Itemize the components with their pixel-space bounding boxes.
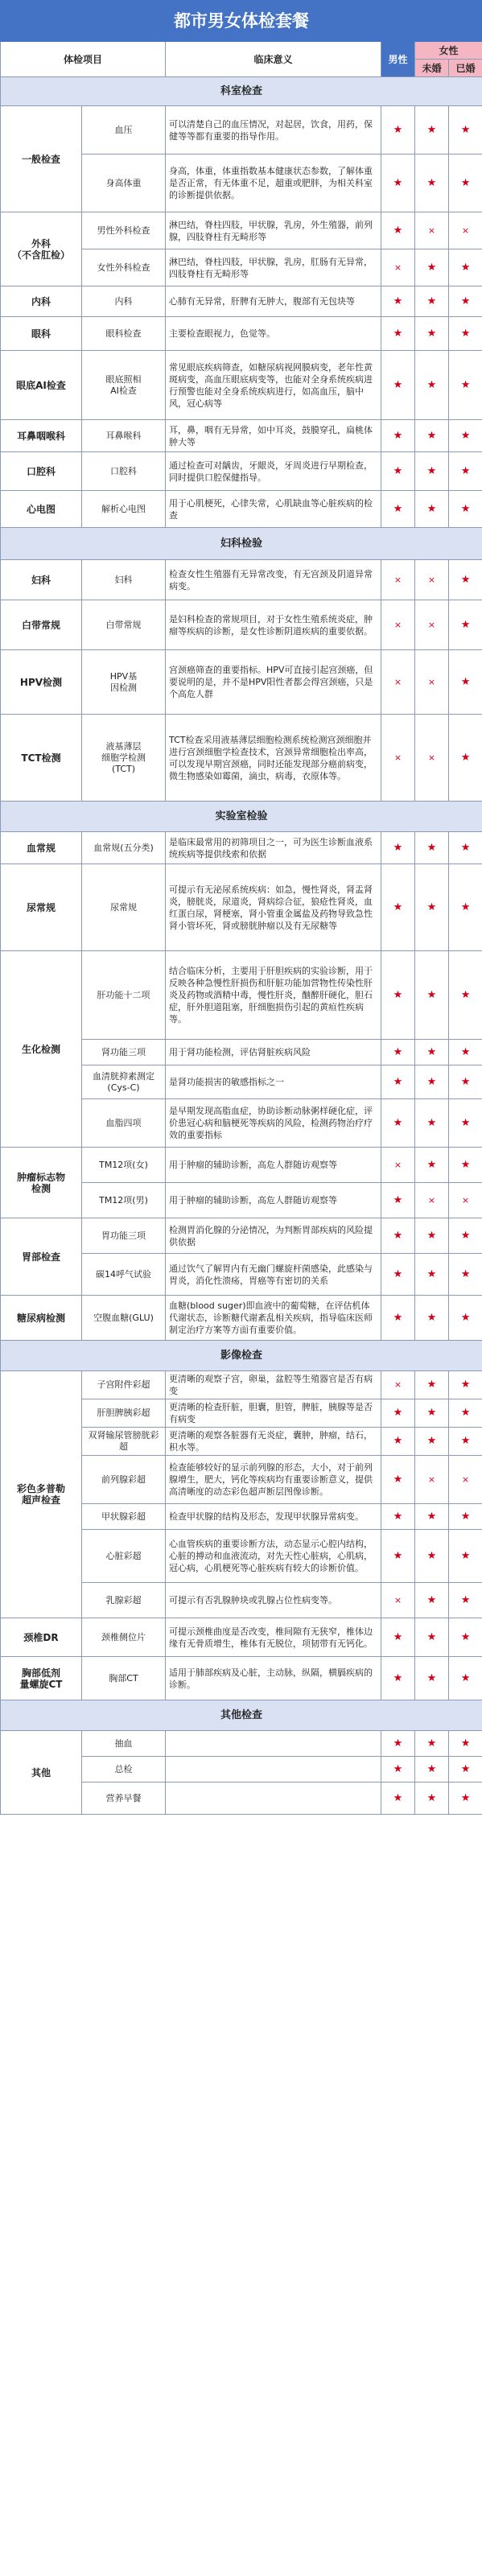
married-mark: ★ — [449, 1757, 482, 1783]
male-mark: ★ — [381, 491, 415, 528]
category-cell: 眼科 — [1, 317, 82, 351]
meaning-cell: 检测胃消化腺的分泌情况，为判断胃部疾病的风险提供依据 — [166, 1218, 381, 1254]
category-cell: 血常规 — [1, 832, 82, 864]
male-mark: ★ — [381, 1428, 415, 1456]
item-cell: 胸部CT — [82, 1657, 166, 1700]
unmarried-mark: ★ — [415, 1618, 449, 1657]
married-mark: ★ — [449, 1657, 482, 1700]
item-cell: 女性外科检查 — [82, 249, 166, 286]
section-row — [1, 802, 482, 832]
male-mark: ★ — [381, 1657, 415, 1700]
unmarried-mark: × — [415, 560, 449, 600]
meaning-cell: 可以清楚自己的血压情况，对起居，饮食，用药，保健等等都有重要的指导作用。 — [166, 106, 381, 155]
item-cell: 营养早餐 — [82, 1783, 166, 1815]
header-male: 男性 — [381, 42, 415, 77]
category-cell: 白带常规 — [1, 600, 82, 650]
meaning-cell: 可提示有无泌尿系统疾病：如急，慢性肾炎，肾盂肾炎，膀胱炎，尿道炎，肾病综合征，狼疮性肾炎，血红蛋白尿，肾梗塞，肾小管重金属盐及药物导致急性肾小管坏死，肾或膀胱肿瘤以及有无尿糖等 — [166, 864, 381, 951]
section-title: 其他检查 — [1, 1700, 482, 1731]
header-married: 已婚 — [449, 60, 482, 77]
male-mark: × — [381, 650, 415, 715]
unmarried-mark: ★ — [415, 1254, 449, 1296]
meaning-cell — [166, 1731, 381, 1757]
category-cell: 尿常规 — [1, 864, 82, 951]
category-cell: 糖尿病检测 — [1, 1296, 82, 1341]
category-cell: HPV检测 — [1, 650, 82, 715]
item-cell: 尿常规 — [82, 864, 166, 951]
married-mark: × — [449, 1456, 482, 1504]
married-mark: ★ — [449, 1218, 482, 1254]
category-cell: 胃部检查 — [1, 1218, 82, 1296]
table-row — [1, 106, 482, 155]
male-mark: ★ — [381, 1399, 415, 1428]
male-mark: ★ — [381, 317, 415, 351]
married-mark: × — [449, 212, 482, 249]
meaning-cell: 用于肿瘤的辅助诊断，高危人群随访观察等 — [166, 1148, 381, 1183]
meaning-cell: 常见眼底疾病筛查，如糖尿病视网膜病变，老年性黄斑病变，高血压眼底病变等，也能对全身系统疾病进行预警也能对全身系统疾病进行，如高血压，脑中风，冠心病等 — [166, 351, 381, 420]
male-mark: ★ — [381, 864, 415, 951]
meaning-cell: 用于心肌梗死，心律失常，心肌缺血等心脏疾病的检查 — [166, 491, 381, 528]
item-cell: 口腔科 — [82, 452, 166, 491]
category-cell: 外科 （不含肛检） — [1, 212, 82, 286]
meaning-cell — [166, 1783, 381, 1815]
unmarried-mark: ★ — [415, 1583, 449, 1618]
married-mark: ★ — [449, 1065, 482, 1099]
male-mark: ★ — [381, 1757, 415, 1783]
married-mark: ★ — [449, 1618, 482, 1657]
category-cell: 胸部低剂 量螺旋CT — [1, 1657, 82, 1700]
male-mark: × — [381, 715, 415, 802]
married-mark: ★ — [449, 452, 482, 491]
meaning-cell — [166, 1757, 381, 1783]
unmarried-mark: ★ — [415, 249, 449, 286]
married-mark: ★ — [449, 650, 482, 715]
married-mark: ★ — [449, 951, 482, 1040]
unmarried-mark: ★ — [415, 1065, 449, 1099]
male-mark: ★ — [381, 286, 415, 317]
page-title: 都市男女体检套餐 — [1, 1, 482, 42]
unmarried-mark: × — [415, 1456, 449, 1504]
meaning-cell: 心血管疾病的重要诊断方法，动态显示心腔内结构，心脏的搏动和血液流动，对先天性心脏病，心肌病，冠心病，心肌梗死等心脏疾病有较大的诊断价值。 — [166, 1530, 381, 1583]
male-mark: × — [381, 600, 415, 650]
item-cell: TM12项(男) — [82, 1183, 166, 1218]
table-row — [1, 1731, 482, 1757]
meaning-cell: 是早期发现高脂血症，协助诊断动脉粥样硬化症，评价患冠心病和脑梗死等疾病的风险，检测药物治疗疗效的重要指标 — [166, 1099, 381, 1148]
item-cell: 子宫附件彩超 — [82, 1371, 166, 1399]
title-row — [1, 1, 482, 42]
unmarried-mark: × — [415, 1183, 449, 1218]
married-mark: ★ — [449, 715, 482, 802]
male-mark: ★ — [381, 1099, 415, 1148]
meaning-cell: 是肾功能损害的敏感指标之一 — [166, 1065, 381, 1099]
table-row — [1, 351, 482, 420]
item-cell: 男性外科检查 — [82, 212, 166, 249]
table-row — [1, 1296, 482, 1341]
item-cell: 耳鼻喉科 — [82, 420, 166, 452]
item-cell: 内科 — [82, 286, 166, 317]
section-title: 影像检查 — [1, 1341, 482, 1371]
male-mark: ★ — [381, 351, 415, 420]
section-title: 科室检查 — [1, 77, 482, 106]
meaning-cell: 结合临床分析，主要用于肝胆疾病的实验诊断，用于反映各种急慢性肝损伤和肝脏功能加营物性传染性肝炎及药物或酒精中毒，慢性肝炎，酗醉肝硬化，胆石症，肝外胆道阻塞，肝细胞损伤引起的黄疸性疾病等。 — [166, 951, 381, 1040]
married-mark: ★ — [449, 1296, 482, 1341]
male-mark: ★ — [381, 1296, 415, 1341]
category-cell: TCT检测 — [1, 715, 82, 802]
married-mark: ★ — [449, 832, 482, 864]
table-body — [1, 1, 482, 1815]
unmarried-mark: ★ — [415, 1657, 449, 1700]
table-row — [1, 864, 482, 951]
unmarried-mark: ★ — [415, 317, 449, 351]
meaning-cell: 主要检查眼视力，色觉等。 — [166, 317, 381, 351]
male-mark: ★ — [381, 106, 415, 155]
item-cell: 血清胱抑素测定 (Cys-C) — [82, 1065, 166, 1099]
unmarried-mark: ★ — [415, 951, 449, 1040]
meaning-cell: 更清晰的检查肝脏，胆囊，胆管，脾脏，胰腺等是否有病变 — [166, 1399, 381, 1428]
married-mark: ★ — [449, 1254, 482, 1296]
table-row — [1, 1657, 482, 1700]
category-cell: 一般检查 — [1, 106, 82, 212]
table-row — [1, 452, 482, 491]
married-mark: ★ — [449, 1371, 482, 1399]
unmarried-mark: ★ — [415, 1504, 449, 1530]
meaning-cell: 淋巴结，脊柱四肢，甲状腺，乳房，肛肠有无异常，四肢脊柱有无畸形等 — [166, 249, 381, 286]
meaning-cell: 检查甲状腺的结构及形态，发现甲状腺异常病变。 — [166, 1504, 381, 1530]
table-row — [1, 951, 482, 1040]
male-mark: ★ — [381, 1783, 415, 1815]
item-cell: TM12项(女) — [82, 1148, 166, 1183]
male-mark: × — [381, 1371, 415, 1399]
section-row — [1, 1700, 482, 1731]
item-cell: 白带常规 — [82, 600, 166, 650]
item-cell: 甲状腺彩超 — [82, 1504, 166, 1530]
male-mark: × — [381, 1148, 415, 1183]
male-mark: ★ — [381, 1254, 415, 1296]
male-mark: ★ — [381, 1530, 415, 1583]
item-cell: 双肾输尿管膀胱彩超 — [82, 1428, 166, 1456]
category-cell: 内科 — [1, 286, 82, 317]
unmarried-mark: ★ — [415, 864, 449, 951]
table-row — [1, 491, 482, 528]
category-cell: 耳鼻咽喉科 — [1, 420, 82, 452]
married-mark: ★ — [449, 155, 482, 212]
married-mark: ★ — [449, 864, 482, 951]
meaning-cell: 可提示有否乳腺肿块或乳腺占位性病变等。 — [166, 1583, 381, 1618]
meaning-cell: 身高，体重，体重指数基本健康状态参数，了解体重是否正常，有无体重不足，超重或肥胖，为相关科室的诊断提供依据。 — [166, 155, 381, 212]
table-row — [1, 1618, 482, 1657]
married-mark: ★ — [449, 1399, 482, 1428]
male-mark: ★ — [381, 212, 415, 249]
item-cell: 眼底照相 AI检查 — [82, 351, 166, 420]
category-cell: 生化检测 — [1, 951, 82, 1148]
unmarried-mark: ★ — [415, 420, 449, 452]
table-row — [1, 1371, 482, 1399]
header-female: 女性 — [415, 42, 482, 60]
meaning-cell: 通过饮气了解胃内有无幽门螺旋杆菌感染，此感染与胃炎，消化性溃疡，胃癌等有密切的关系 — [166, 1254, 381, 1296]
unmarried-mark: ★ — [415, 351, 449, 420]
unmarried-mark: ★ — [415, 1371, 449, 1399]
item-cell: 解析心电图 — [82, 491, 166, 528]
male-mark: ★ — [381, 1218, 415, 1254]
married-mark: ★ — [449, 1731, 482, 1757]
meaning-cell: 更清晰的观察各脏器有无炎症，囊肿，肿瘤，结石，积水等。 — [166, 1428, 381, 1456]
married-mark: ★ — [449, 1428, 482, 1456]
meaning-cell: 适用于肺部疾病及心脏，主动脉，纵隔，横膈疾病的诊断。 — [166, 1657, 381, 1700]
table-row — [1, 1218, 482, 1254]
married-mark: ★ — [449, 491, 482, 528]
meaning-cell: 用于肿瘤的辅助诊断，高危人群随访观察等 — [166, 1183, 381, 1218]
item-cell: 血压 — [82, 106, 166, 155]
header-meaning: 临床意义 — [166, 42, 381, 77]
section-row — [1, 77, 482, 106]
meaning-cell: 血糖(blood suger)即血液中的葡萄糖，在评估机体代谢状态，诊断糖代谢紊乱相关疾病，指导临床医师制定治疗方案等方面有重要价值。 — [166, 1296, 381, 1341]
item-cell: 妇科 — [82, 560, 166, 600]
meaning-cell: 用于肾功能检测，评估肾脏疾病风险 — [166, 1040, 381, 1065]
item-cell: 肝功能十二项 — [82, 951, 166, 1040]
male-mark: ★ — [381, 155, 415, 212]
unmarried-mark: ★ — [415, 1428, 449, 1456]
item-cell: 前列腺彩超 — [82, 1456, 166, 1504]
male-mark: × — [381, 1583, 415, 1618]
married-mark: ★ — [449, 600, 482, 650]
meaning-cell: 检查能够较好的显示前列腺的形态，大小，对于前列腺增生，肥大，钙化等疾病均有重要诊断意义，提供高清晰度的动态彩色超声断层图像诊断。 — [166, 1456, 381, 1504]
married-mark: ★ — [449, 1099, 482, 1148]
item-cell: 血脂四项 — [82, 1099, 166, 1148]
item-cell: 抽血 — [82, 1731, 166, 1757]
married-mark: ★ — [449, 317, 482, 351]
married-mark: ★ — [449, 1783, 482, 1815]
unmarried-mark: × — [415, 715, 449, 802]
unmarried-mark: × — [415, 212, 449, 249]
item-cell: HPV基 因检测 — [82, 650, 166, 715]
male-mark: × — [381, 249, 415, 286]
male-mark: ★ — [381, 1065, 415, 1099]
header-project: 体检项目 — [1, 42, 166, 77]
unmarried-mark: ★ — [415, 1218, 449, 1254]
male-mark: ★ — [381, 1040, 415, 1065]
meaning-cell: 耳，鼻，咽有无异常，如中耳炎，鼓膜穿孔，扁桃体肿大等 — [166, 420, 381, 452]
male-mark: ★ — [381, 420, 415, 452]
unmarried-mark: ★ — [415, 1099, 449, 1148]
item-cell: 碳14呼气试验 — [82, 1254, 166, 1296]
table-row — [1, 560, 482, 600]
section-title: 实验室检验 — [1, 802, 482, 832]
meaning-cell: 检查女性生殖器有无异常改变，有无宫颈及阴道异常病变。 — [166, 560, 381, 600]
married-mark: ★ — [449, 560, 482, 600]
unmarried-mark: ★ — [415, 1148, 449, 1183]
category-cell: 肿瘤标志物 检测 — [1, 1148, 82, 1218]
unmarried-mark: ★ — [415, 1296, 449, 1341]
category-cell: 颈椎DR — [1, 1618, 82, 1657]
male-mark: ★ — [381, 1183, 415, 1218]
category-cell: 眼底AI检查 — [1, 351, 82, 420]
married-mark: ★ — [449, 106, 482, 155]
unmarried-mark: ★ — [415, 286, 449, 317]
male-mark: ★ — [381, 1456, 415, 1504]
unmarried-mark: ★ — [415, 1757, 449, 1783]
married-mark: ★ — [449, 1504, 482, 1530]
unmarried-mark: × — [415, 600, 449, 650]
married-mark: ★ — [449, 420, 482, 452]
male-mark: ★ — [381, 452, 415, 491]
table-row — [1, 600, 482, 650]
married-mark: ★ — [449, 1583, 482, 1618]
meaning-cell: 宫颈癌筛查的重要指标。HPV可直接引起宫颈癌，但要说明的是，并不是HPV阳性者都会得宫颈癌，只是个高危人群 — [166, 650, 381, 715]
unmarried-mark: ★ — [415, 1783, 449, 1815]
item-cell: 总检 — [82, 1757, 166, 1783]
meaning-cell: TCT检查采用液基薄层细胞检测系统检测宫颈细胞并进行宫颈细胞学检查技术，宫颈异常细胞检出率高，可以发现早期宫颈癌，同时还能发现部分癌前病变，微生物感染如霉菌，滴虫，病毒，衣原体等。 — [166, 715, 381, 802]
married-mark: ★ — [449, 1040, 482, 1065]
item-cell: 身高体重 — [82, 155, 166, 212]
male-mark: ★ — [381, 1731, 415, 1757]
meaning-cell: 通过检查可对龋齿，牙龈炎，牙周炎进行早期检查，同时提供口腔保健指导。 — [166, 452, 381, 491]
header-row — [1, 42, 482, 60]
item-cell: 胃功能三项 — [82, 1218, 166, 1254]
table-row — [1, 715, 482, 802]
item-cell: 肝胆脾胰彩超 — [82, 1399, 166, 1428]
table-row — [1, 832, 482, 864]
meaning-cell: 心肺有无异常，肝脾有无肿大，腹部有无包块等 — [166, 286, 381, 317]
category-cell: 彩色多普勒 超声检查 — [1, 1371, 82, 1618]
category-cell: 口腔科 — [1, 452, 82, 491]
unmarried-mark: ★ — [415, 1399, 449, 1428]
meaning-cell: 更清晰的观察子宫，卵巢，盆腔等生殖器官是否有病变 — [166, 1371, 381, 1399]
meaning-cell: 是妇科检查的常规项目，对于女性生殖系统炎症，肿瘤等疾病的诊断，是女性诊断阴道疾病的重要依据。 — [166, 600, 381, 650]
unmarried-mark: × — [415, 650, 449, 715]
married-mark: ★ — [449, 351, 482, 420]
male-mark: ★ — [381, 951, 415, 1040]
male-mark: ★ — [381, 832, 415, 864]
item-cell: 肾功能三项 — [82, 1040, 166, 1065]
item-cell: 空腹血糖(GLU) — [82, 1296, 166, 1341]
section-title: 妇科检验 — [1, 528, 482, 560]
male-mark: × — [381, 560, 415, 600]
header-unmarried: 未婚 — [415, 60, 449, 77]
item-cell: 颈椎侧位片 — [82, 1618, 166, 1657]
male-mark: ★ — [381, 1504, 415, 1530]
item-cell: 乳腺彩超 — [82, 1583, 166, 1618]
unmarried-mark: ★ — [415, 832, 449, 864]
section-row — [1, 1341, 482, 1371]
category-cell: 其他 — [1, 1731, 82, 1815]
married-mark: ★ — [449, 249, 482, 286]
table-row — [1, 1148, 482, 1183]
meaning-cell: 淋巴结，脊柱四肢，甲状腺，乳房，外生殖器，前列腺，四肢脊柱有无畸形等 — [166, 212, 381, 249]
section-row — [1, 528, 482, 560]
unmarried-mark: ★ — [415, 1731, 449, 1757]
male-mark: ★ — [381, 1618, 415, 1657]
item-cell: 心脏彩超 — [82, 1530, 166, 1583]
item-cell: 液基薄层 细胞学检测 (TCT) — [82, 715, 166, 802]
married-mark: ★ — [449, 1148, 482, 1183]
unmarried-mark: ★ — [415, 1040, 449, 1065]
category-cell: 心电图 — [1, 491, 82, 528]
unmarried-mark: ★ — [415, 155, 449, 212]
table-row — [1, 420, 482, 452]
unmarried-mark: ★ — [415, 1530, 449, 1583]
table-row — [1, 212, 482, 249]
unmarried-mark: ★ — [415, 491, 449, 528]
unmarried-mark: ★ — [415, 452, 449, 491]
item-cell: 血常规(五分类) — [82, 832, 166, 864]
table-row — [1, 286, 482, 317]
married-mark: × — [449, 1183, 482, 1218]
table-row — [1, 650, 482, 715]
category-cell: 妇科 — [1, 560, 82, 600]
item-cell: 眼科检查 — [82, 317, 166, 351]
married-mark: ★ — [449, 286, 482, 317]
unmarried-mark: ★ — [415, 106, 449, 155]
meaning-cell: 可提示颈椎曲度是否改变，椎间隙有无狭窄，椎体边缘有无骨质增生，椎体有无脱位，项韧带有无钙化。 — [166, 1618, 381, 1657]
married-mark: ★ — [449, 1530, 482, 1583]
table-row — [1, 317, 482, 351]
meaning-cell: 是临床最常用的初筛项目之一，可为医生诊断血液系统疾病等提供线索和依据 — [166, 832, 381, 864]
